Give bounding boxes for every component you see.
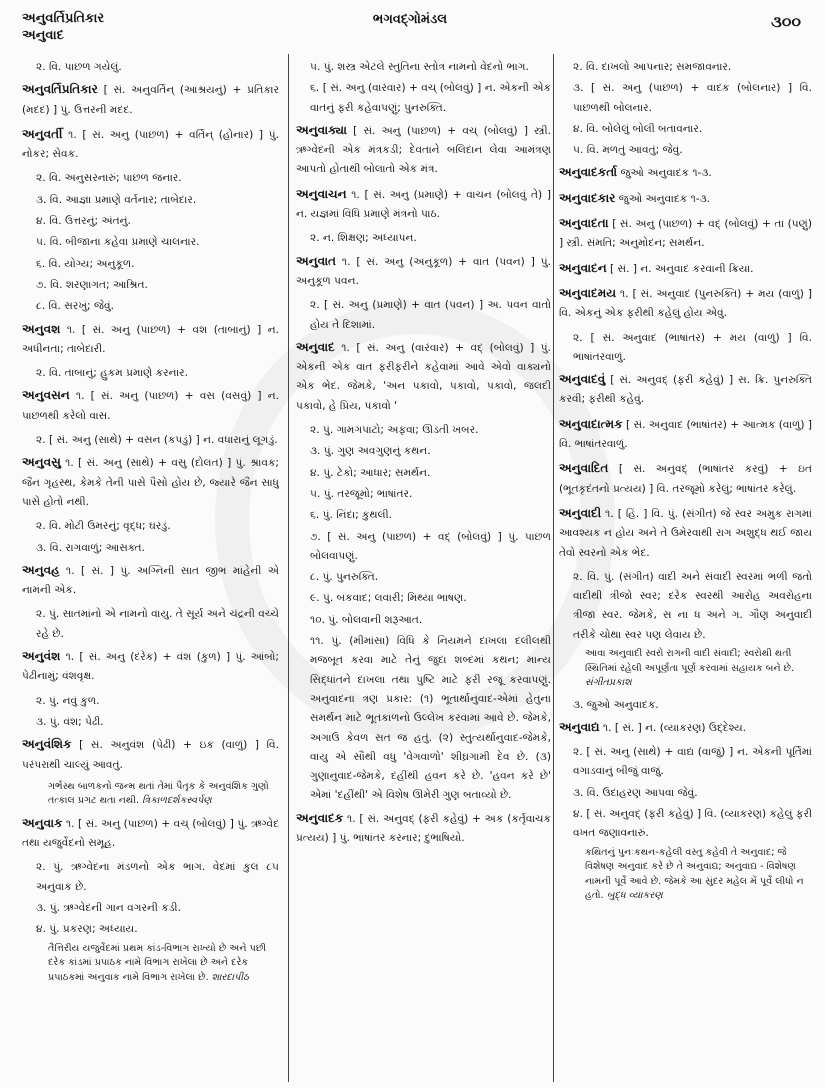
headword: અનુવાક <box>22 815 63 830</box>
sense-line: ૨. વિ. દાખલો આપનાર; સમજાવનાર. <box>573 61 732 73</box>
headword: અનુવાચન <box>296 186 347 201</box>
guide-word-last: અનુવાદ <box>22 28 64 43</box>
column-right <box>559 58 812 1080</box>
dictionary-entry <box>559 163 812 183</box>
quotation-text: ગર્ભસ્થ બાળકનો જન્મ થતાં તેમાં પૈતૃક કે અનુવંશિક ગુણો તત્કાલ પ્રગટ થતા નથી. <box>48 780 269 807</box>
quotation <box>48 942 279 986</box>
headword: અનુવંશ <box>22 649 61 664</box>
sense-line: ૨. પું. નવું કુળ. <box>36 694 100 707</box>
sense-line: ૨. વિ. અનુસરનારું; પાછળ જનાર. <box>36 172 182 185</box>
sense-line: ૨. [ સં. અનુ (સાથે) + વસન (કપડું) ] ન. વધારાનું લૂગડું. <box>36 434 278 447</box>
sense-line: ૨. પું. ગામગપાટો; અફવા; ઊડતી ખબર. <box>310 424 479 437</box>
sense-line: ૪. પું. ટેકો; આધાર; સમર્થન. <box>310 466 431 479</box>
sense-line: ૩. પું. વંશ; પેઢી. <box>36 715 104 728</box>
headword: અનુવહ <box>22 562 60 577</box>
sense-line: ૧૦. પું. બોલવાની શરૂઆત. <box>310 613 423 626</box>
quotation-source: બુદ્ધ વ્યાકરણ <box>606 890 663 902</box>
sense-line: ૭. [ સં. અનુ (પાછળ) + વદ્ (બોલવું) ] પું. પાછળ બોલવાપણું. <box>310 530 551 562</box>
sense-line: ૬. પું. નિંદા; કુથલી. <box>310 509 393 522</box>
headword: અનુવાદાત્મક <box>559 416 623 431</box>
dictionary-entry <box>22 735 279 775</box>
sense-line: ૨. [ સં. અનુ (પ્રમાણે) + વાત (પવન) ] અ. પવન વાતો હોય તે દિશામાં. <box>310 299 551 331</box>
sense-line: ૨. [ સં. અનુ (સાથે) + વાદ્ય (વાજું) ] ન. એકની પૂર્તિમાં વગાડવાનું બીજું વાજું. <box>573 746 812 778</box>
headword: અનુવાત <box>296 253 336 268</box>
definition-text: [ સં. ] ન. અનુવાદ કરવાની ક્રિયા. <box>606 262 754 275</box>
definition-text: ૧. [ સં. અનુ (અનુકૂળ) + વાત (પવન) ] પું. અનુકૂળ પવન. <box>296 255 551 287</box>
definition-text: ૧. [ સં. ] ન. (વ્યાકરણ) ઉદ્દેશ્ય. <box>599 721 746 734</box>
headword: અનુવાદકર્તા <box>559 165 618 180</box>
quotation-text: કથિતનું પુનઃકથન-કહેલી વસ્તુ કહેવી તે અનુવાદ; જે વિશેષણ અનુવાદ કરે છે તે અનુવાદ્ય; અનુવાદ્ય - વિશેષણ નામની પૂર્વે આવે છે. જેમકે આ સુંદર મહેલ મેં પૂર્વે લીધો ન હતો. <box>585 846 804 902</box>
headword: અનુવાદી <box>559 505 602 520</box>
quotation <box>48 780 279 809</box>
headword: અનુવાદિત <box>559 461 609 476</box>
sense-line: ૩. વિ. આજ્ઞા પ્રમાણે વર્તનાર; તાબેદાર. <box>36 193 197 206</box>
definition-text: ૧. [ સં. અનુ (પાછળ) + વસ (વસવું) ] ન. પાછળથી કરેલો વાસ. <box>22 390 279 422</box>
definition-text: [ સં. અનુવદ્ (ભાષાંતર કરવું) + ઇત (ભૂતકૃદંતનો પ્રત્યય) ] વિ. તરજૂમો કરેલું; ભાષાંતર કરેલું. <box>559 463 812 495</box>
sense-line: ૩. જુઓ અનુવાદક. <box>573 698 659 711</box>
sense-line: ૫. પું. તરજૂમો; ભાષાંતર. <box>310 487 413 500</box>
dictionary-entry <box>22 125 279 165</box>
definition-text: જુઓ અનુવાદક ૧-૩. <box>615 192 711 205</box>
dictionary-entry <box>22 814 279 854</box>
headword: અનુવસુ <box>22 455 61 470</box>
dictionary-entry <box>559 284 812 324</box>
quotation <box>585 846 812 904</box>
definition-text: [ સં. અનુવાદ (ભાષાંતર) + આત્મક (વાળું) ] વિ. ભાષાંતરવાળું. <box>559 418 812 451</box>
definition-text: [ સં. અનુ (પાછળ) + વચ્ (બોલવું) ] સ્ત્રી. ઋગ્વેદની એક મંત્રકડી; દેવતાને બલિદાન લેવા આમંત્રણ આપતો હોતાથી બોલાતો એક મંત્ર. <box>296 124 551 176</box>
sense-line: ૫. પું. શસ્ત્ર એટલે સ્તુતિના સ્તોત્ર નામનો વેદનો ભાગ. <box>310 61 529 73</box>
sense-line: ૪. પું. પ્રકરણ; અધ્યાય. <box>36 923 138 936</box>
headword: અનુવસન <box>22 388 70 403</box>
definition-text: ૧. [ સં. અનુ (પાછળ) + વચ્ (બોલવું) ] પું. ઋગ્વેદ તથા યજુર્વેદનો સમૂહ. <box>22 817 279 850</box>
definition-text: [ સં. અનુવદ્ (ફરી કહેવું) ] સ. ક્રિ. પુનરુક્તિ કરવી; ફરીથી કહેવું. <box>559 374 812 406</box>
sense-line: ૮. વિ. સરખું; જેવું. <box>36 300 114 313</box>
dictionary-entry <box>559 415 812 455</box>
dictionary-entry <box>559 718 812 738</box>
dictionary-entry <box>559 259 812 279</box>
quotation-source: સંગીતપ્રકાશ <box>585 677 632 689</box>
sense-line: ૨. પું. ઋગ્વેદના મંડળનો એક ભાગ. વેદમાં કુલ ૮૫ અનુવાક છે. <box>36 861 279 893</box>
sense-line: ૪. વિ. ઉત્તરનું; અંતનું. <box>36 215 131 228</box>
definition-text: ૧. [ હિં. ] વિ. પું. (સંગીત) જે સ્વર અમુક રાગમાં આવશ્યક ન હોય અને તે ઉમેરવાથી રાગ અશુદ્ધ થઈ જાય તેવો સ્વરનો એક ભેદ. <box>559 507 812 559</box>
definition-text: જુઓ અનુવાદક ૧-૩. <box>617 167 712 180</box>
headword: અનુવાદકાર <box>559 190 616 205</box>
header-guide-words <box>22 10 104 44</box>
dictionary-entry <box>22 386 279 426</box>
sense-line: ૨. વિ. મોટી ઉમરનું; વૃદ્ધ; ઘરડું. <box>36 520 171 533</box>
dictionary-entry <box>22 320 279 360</box>
sense-line: ૬. [ સં. અનુ (વારંવાર) + વચ્ (બોલવું) ] ન. એકની એક વાતનું ફરી કહેવાપણું; પુનરુક્તિ. <box>310 82 551 114</box>
book-title: ભગવદ્ગોમંડલ <box>372 12 448 27</box>
sense-line: ૫. વિ. મળતું આવતું; જેવું. <box>573 144 683 157</box>
sense-line: ૨. ન. શિક્ષણ; અધ્યાપન. <box>310 232 417 245</box>
dictionary-entry <box>22 453 279 512</box>
headword: અનુવાક્યા <box>296 122 347 137</box>
dictionary-entry <box>22 647 279 687</box>
dictionary-entry <box>296 338 551 416</box>
headword: અનુવાદતા <box>559 216 609 231</box>
dictionary-entry <box>559 459 812 499</box>
sense-line: ૨. [ સં. અનુવાદ (ભાષાંતર) + મય (વાળું) ] વિ. ભાષાંતરવાળું. <box>573 331 812 363</box>
sense-line: ૨. વિ. પાછળ ગયેલું. <box>36 61 122 73</box>
sense-line: ૩. [ સં. અનુ (પાછળ) + વાદક (બોલનાર) ] વિ. પાછળથી બોલનાર. <box>573 82 812 114</box>
sense-line: ૩. પું. ગુણ અવગુણનું કથન. <box>310 445 431 458</box>
sense-line: ૩. વિ. રાગવાળું; આસક્ત. <box>36 541 145 554</box>
headword: અનુવર્તી <box>22 126 63 141</box>
headword: અનુવંશિક <box>22 737 72 752</box>
sense-line: ૧૧. પું. (મીમાંસા) વિધિ કે નિયમને દાખલા દલીલથી મજબૂત કરવા માટે તેનું જુદા શબ્દમાં કથન; માન્ય સિદ્ધાંતને દાખલા તથા પુષ્ટિ માટે ફરી રજૂ કરવાપણું. અનુવાદના ત્રણ પ્રકાર: (૧) ભૂતાર્થાનુવાદ-એમાં હેતુના સમર્થન માટે ભૂતકાળનો ઉલ્લેખ કરવામાં આવે છે. જેમકે, અગાઉ કેવળ સત જ હતું. (૨) સ્તુત્યર્થાનુવાદ-જેમકે, વાયુ એ સૌથી વધુ 'વેગવાળો' શીઘ્રગામી દેવ છે. (૩) ગુણાનુવાદ-જેમકે, દહીંથી હવન કરે છે. 'હવન કરે છે' એમાં 'દહીંથી' એ વિશેષ ઊમેરી ગુણ બતાવ્યો છે. <box>310 635 551 802</box>
page-number: ૩૦૦ <box>771 12 801 31</box>
definition-text: ૧. [ સં. ] પું. અગ્નિની સાત જીભ માંહેની એ નામની એક. <box>22 564 279 597</box>
sense-line: ૯. પું. બકવાદ; લવારી; મિથ્યા ભાષણ. <box>310 592 467 605</box>
definition-text: ૧. [ સં. અનુ (વારંવાર) + વદ્ (બોલવું) ] પું. એકની એક વાત ફરીફરીને કહેવામાં આવે એવો વાક્યનો એક ભેદ. જેમકે, 'અન પકાવો, પકાવો, પકાવો, જલદી પકાવો, હે પ્રિય, પકાવો ' <box>296 341 551 412</box>
headword: અનુવશ <box>22 321 61 336</box>
headword: અનુવાદવું <box>559 372 606 387</box>
definition-text: ૧. [ સં. અનુ (સાથે) + વસુ (દોલત) ] પું. શ્રાવક; જૈન ગૃહસ્થ, કેમકે તેની પાસે પૈસો હોય છે, જ્યારે જૈન સાધુ પાસે હોતો નથી. <box>22 457 279 508</box>
headword: અનુવાદ્ય <box>559 719 600 734</box>
sense-line: ૨. વિ. તાબાનું; હુકમ પ્રમાણે કરનાર. <box>36 367 188 380</box>
sense-line: ૩. પું. ઋગ્વેદની ગાન વગરની કડી. <box>36 901 181 914</box>
quotation-text: તૈત્તિરીય યજુર્વેદમાં પ્રથમ કાંડ-વિભાગ રાખ્યો છે અને પછી દરેક કાંડમાં પ્રપાઠક નામે વિભાગ રાખેલા છે અને દરેક પ્રપાઠકમાં અનુવાક નામે વિભાગ રાખેલા છે. <box>48 942 267 983</box>
sense-line: ૭. વિ. શરણાગત; આશ્રિત. <box>36 278 148 291</box>
dictionary-entry <box>559 214 812 254</box>
headword: અનુવાદક <box>296 810 344 825</box>
dictionary-entry <box>22 80 279 120</box>
headword: અનુવાદન <box>559 260 607 275</box>
dictionary-entry <box>559 189 812 209</box>
quotation-source: ત્રિકાળદર્શકસ્વર્પણ <box>142 795 212 807</box>
sense-line: ૪. [ સં. અનુવદ્ (ફરી કહેવું) ] વિ. (વ્યાકરણ) કહેલું ફરી વખત જણાવનારું. <box>573 808 812 840</box>
definition-text: ૧. [ સં. અનુવાદ (પુનરુક્તિ) + મય (વાળું) ] વિ. એકનું એક ફરીથી કહેલું હોય એવું. <box>559 287 812 320</box>
definition-text: ૧. [ સં. અનુ (પ્રમાણે) + વાચન (બોલવું તે) ] ન. યજ્ઞમાં વિધિ પ્રમાણે મંત્રનો પાઠ. <box>296 188 551 221</box>
definition-text: [ સં. અનુ (પાછળ) + વદ્ (બોલવું) + તા (પણું) ] સ્ત્રી. સંમતિ; અનુમોદન; સમર્થન. <box>559 218 812 250</box>
sense-line: ૮. પું. પુનરુક્તિ. <box>310 571 379 584</box>
definition-text: ૧. [ સં. અનુ (દરેક) + વંશ (કુળ) ] પું. આંબો; પેઢીનામું; વંશવૃક્ષ. <box>22 651 279 683</box>
sense-line: ૨. પું. સાતમાંનો એ નામનો વાયુ. તે સૂર્ય અને ચંદ્રની વચ્ચે રહે છે. <box>36 608 279 640</box>
dictionary-entry <box>559 504 812 563</box>
column-divider <box>553 54 554 1082</box>
column-middle <box>296 58 551 1080</box>
dictionary-entry <box>296 252 551 292</box>
quotation <box>585 647 812 691</box>
dictionary-entry <box>296 809 551 849</box>
quotation-source: શારદાપીઠ <box>211 971 249 983</box>
headword: અનુવર્તિપ્રતિકાર <box>22 82 98 97</box>
definition-text: [ સં. અનુવંશ (પેઢી) + ઇક (વાળું) ] વિ. પરંપરાથી ચાલ્યું આવતું. <box>22 739 279 771</box>
headword: અનુવાદમય <box>559 285 617 300</box>
definition-text: ૧. [ સં. અનુવદ્ (ફરી કહેવું) + અક (કર્તૃવાચક પ્રત્યય) ] પું. ભાષાંતર કરનાર; દુભાષિયો. <box>296 812 551 844</box>
sense-line: ૨. વિ. પું. (સંગીત) વાદી અને સંવાદી સ્વરમાં ભળી જતો વાદીથી ત્રીજો સ્વર; દરેક સ્વરથી આરોહ અવરોહના ત્રીજા સ્વર. જેમકે, સ ના ધ અને ગ. ગૌણ અનુવાદી તરીકે ચોથા સ્વર પણ લેવાય છે. <box>573 570 812 641</box>
column-left <box>22 58 279 1080</box>
definition-text: ૧. [ સં. અનુ (પાછળ) + વર્તિન્ (હોનાર) ] પું. નોકર; સેવક. <box>22 128 279 161</box>
sense-line: ૬. વિ. યોગ્ય; અનુકૂળ. <box>36 257 135 270</box>
sense-line: ૪. વિ. બોલેલું બોલી બતાવનાર. <box>573 122 703 135</box>
definition-text: [ સં. અનુવર્તિન્ (આશ્રયનું) + પ્રતિકાર (મદદ) ] પું. ઉત્તરની મદદ. <box>22 84 279 116</box>
column-divider <box>288 54 289 1082</box>
quotation-text: આવા અનુવાદી સ્વરો રાગની વાદી સંવાદી; સ્વરોથી થતી સ્થિતિમાં રહેલી અપૂર્ણતા પૂર્ણ કરવામાં સહાયક બને છે. <box>585 648 795 674</box>
dictionary-entry <box>22 561 279 601</box>
dictionary-entry <box>296 121 551 180</box>
sense-line: ૩. વિ. ઉદાહરણ આપવા જેવું. <box>573 786 698 799</box>
sense-line: ૫. વિ. બીજાના કહેવા પ્રમાણે ચાલનાર. <box>36 236 200 249</box>
definition-text: ૧. [ સં. અનુ (પાછળ) + વશ (તાબાનું) ] ન. અધીનતા; તાબેદારી. <box>22 323 279 355</box>
guide-word-first: અનુવર્તિપ્રતિકાર <box>22 11 105 26</box>
headword: અનુવાદ <box>296 339 335 354</box>
dictionary-entry <box>296 185 551 225</box>
dictionary-entry <box>559 370 812 410</box>
